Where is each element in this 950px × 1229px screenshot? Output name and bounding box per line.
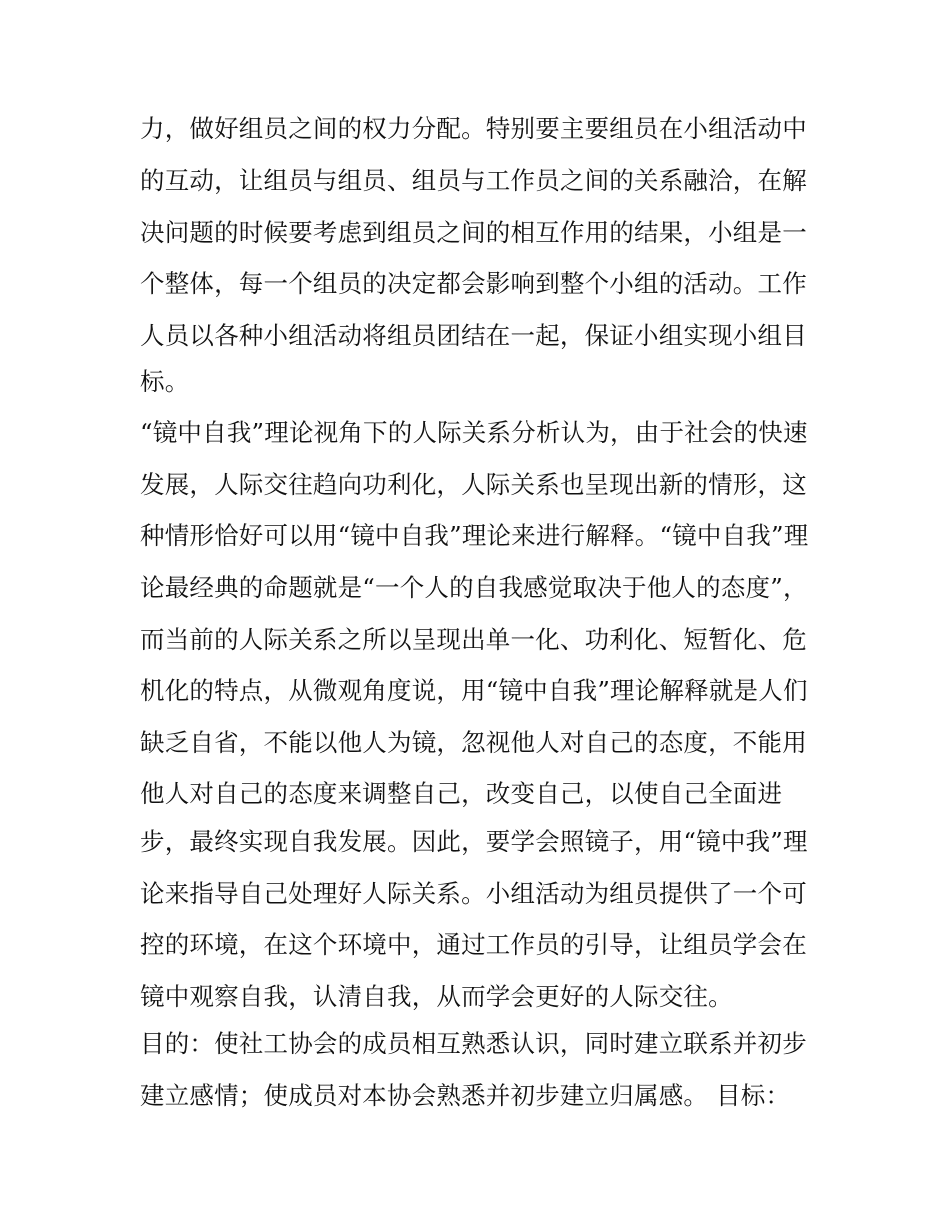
text-line: 个整体，每一个组员的决定都会影响到整个小组的活动。工作 (140, 269, 807, 298)
text-line: 步，最终实现自我发展。因此，要学会照镜子，用“镜中我”理 (140, 827, 808, 856)
text-line: 建立感情；使成员对本协会熟悉并初步建立归属感。 目标： (140, 1081, 791, 1110)
text-line: 决问题的时候要考虑到组员之间的相互作用的结果，小组是一 (140, 218, 807, 247)
text-line: 发展，人际交往趋向功利化，人际关系也呈现出新的情形，这 (140, 470, 807, 499)
text-line: 的互动，让组员与组员、组员与工作员之间的关系融洽，在解 (140, 166, 807, 195)
text-line: 论最经典的命题就是“一个人的自我感觉取决于他人的态度”， (140, 573, 808, 602)
text-line: 缺乏自省，不能以他人为镜，忽视他人对自己的态度，不能用 (140, 728, 807, 757)
text-line: 力，做好组员之间的权力分配。特别要主要组员在小组活动中 (140, 114, 807, 143)
text-line: “镜中自我”理论视角下的人际关系分析认为，由于社会的快速 (140, 418, 808, 447)
text-line: 控的环境，在这个环境中，通过工作员的引导，让组员学会在 (140, 930, 807, 959)
text-line: 目的：使社工协会的成员相互熟悉认识，同时建立联系并初步 (140, 1029, 807, 1058)
text-line: 而当前的人际关系之所以呈现出单一化、功利化、短暂化、危 (140, 625, 807, 654)
text-line: 机化的特点，从微观角度说，用“镜中自我”理论解释就是人们 (140, 676, 808, 705)
text-line: 标。 (140, 367, 190, 396)
text-line: 论来指导自己处理好人际关系。小组活动为组员提供了一个可 (140, 879, 807, 908)
text-line: 他人对自己的态度来调整自己，改变自己，以使自己全面进 (140, 779, 783, 808)
text-line: 人员以各种小组活动将组员团结在一起，保证小组实现小组目 (140, 321, 807, 350)
text-line: 镜中观察自我，认清自我，从而学会更好的人际交往。 (140, 982, 733, 1011)
text-line: 种情形恰好可以用“镜中自我”理论来进行解释。“镜中自我”理 (140, 521, 809, 550)
